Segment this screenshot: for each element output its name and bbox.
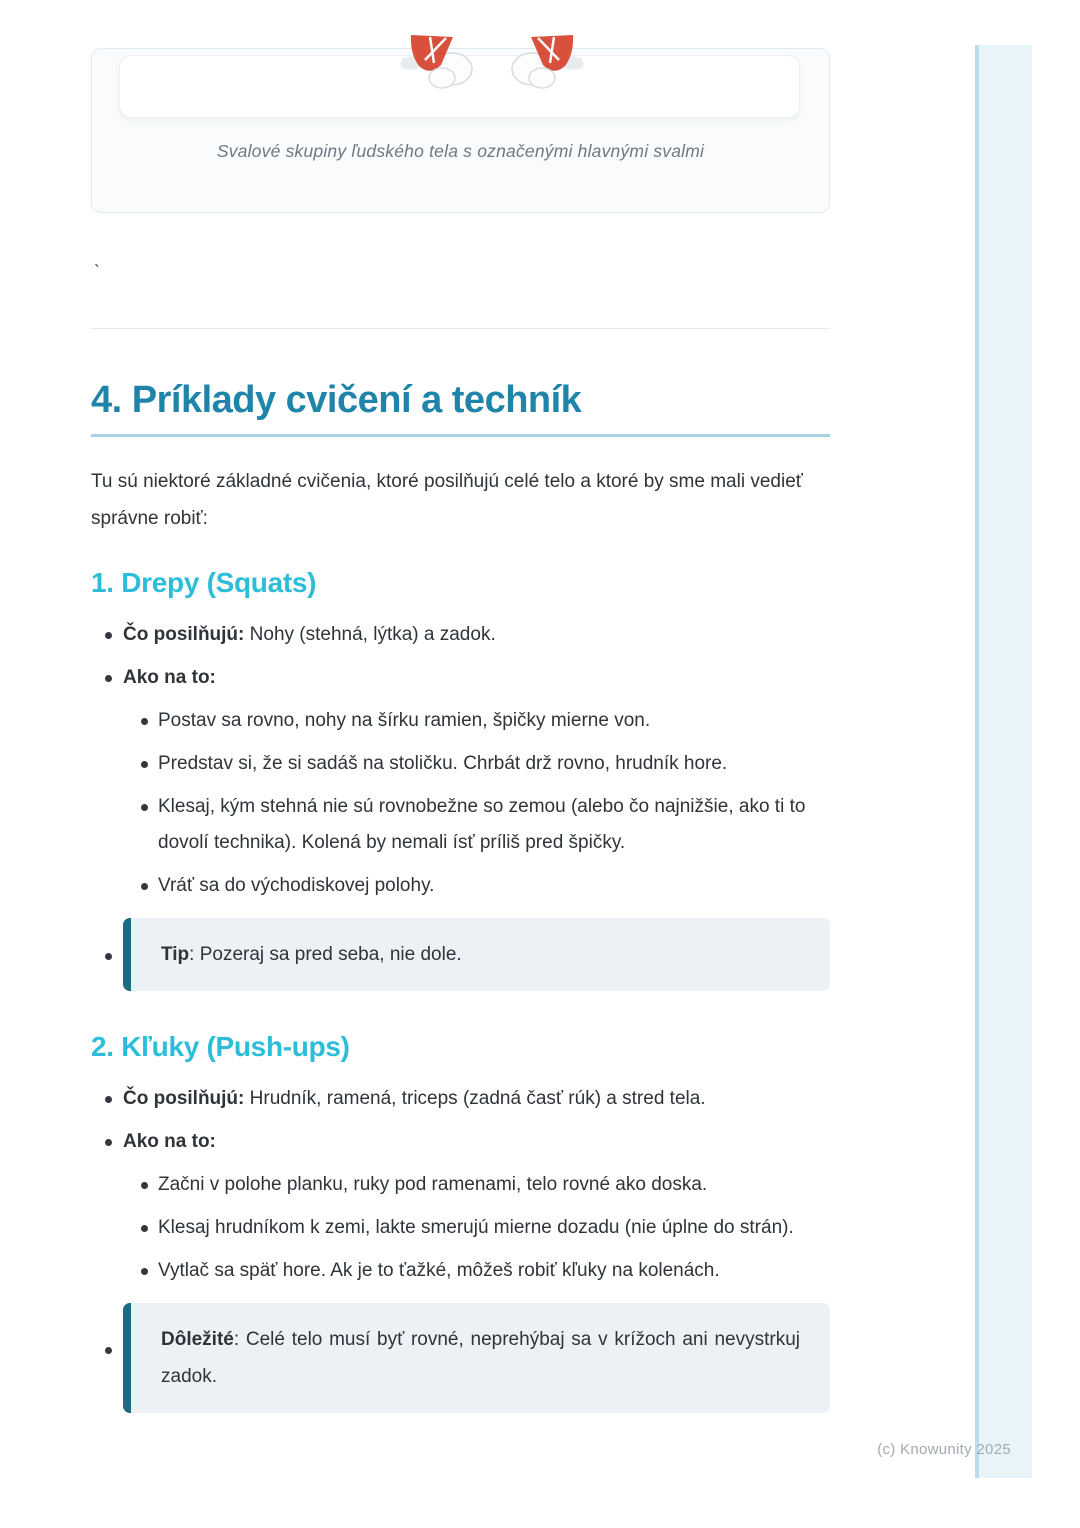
muscles-label: Čo posilňujú: xyxy=(123,624,245,645)
muscle-figure-feet-image xyxy=(397,34,587,92)
bullet-dot xyxy=(141,1182,148,1189)
bullet-dot xyxy=(141,883,148,890)
step-text: Vráť sa do východiskovej polohy. xyxy=(158,875,435,896)
step-text: Vytlač sa späť hore. Ak je to ťažké, môžeš robiť kľuky na kolenách. xyxy=(158,1260,720,1281)
step-text: Začni v polohe planku, ruky pod ramenami, telo rovné ako doska. xyxy=(158,1174,708,1195)
list-item-text xyxy=(123,617,830,653)
callout-item xyxy=(91,1303,830,1413)
list-item-muscles xyxy=(91,1081,830,1117)
step-text: Postav sa rovno, nohy na šírku ramien, špičky mierne von. xyxy=(158,710,651,731)
bullet-dot xyxy=(105,632,112,639)
list-item-step xyxy=(91,746,830,782)
list-item-step xyxy=(91,1253,830,1289)
muscles-label: Čo posilňujú: xyxy=(123,1088,245,1109)
howto-label: Ako na to: xyxy=(123,1131,216,1152)
list-item-step xyxy=(91,1167,830,1203)
callout-text: : Pozeraj sa pred seba, nie dole. xyxy=(189,944,462,965)
list-item-text xyxy=(123,1124,830,1160)
list-item-howto xyxy=(91,660,830,696)
bullet-dot xyxy=(141,804,148,811)
page-content xyxy=(91,0,830,1420)
figure-card xyxy=(91,48,830,213)
bullet-dot xyxy=(141,1268,148,1275)
section-divider xyxy=(91,328,830,329)
bullet-dot xyxy=(105,1096,112,1103)
bullet-dot xyxy=(105,675,112,682)
list-item-howto xyxy=(91,1124,830,1160)
list-item-muscles xyxy=(91,617,830,653)
bullet-dot xyxy=(105,953,112,960)
bullet-dot xyxy=(141,1225,148,1232)
callout-label: Dôležité xyxy=(161,1329,234,1350)
list-item-step xyxy=(91,703,830,739)
list-item-step xyxy=(91,1210,830,1246)
muscles-text: Hrudník, ramená, triceps (zadná časť rúk) a stred tela. xyxy=(244,1088,706,1109)
exercise-1-list xyxy=(91,617,830,991)
page-edge-strip xyxy=(975,45,1032,1478)
exercise-1-heading: 1. Drepy (Squats) xyxy=(91,567,317,598)
bullet-dot xyxy=(141,761,148,768)
copyright-footer: (c) Knowunity 2025 xyxy=(877,1441,1011,1458)
muscles-text: Nohy (stehná, lýtka) a zadok. xyxy=(244,624,496,645)
callout-item xyxy=(91,918,830,991)
list-item-step xyxy=(91,868,830,904)
bullet-dot xyxy=(105,1347,112,1354)
section-heading: 4. Príklady cvičení a techník xyxy=(91,379,582,421)
bullet-dot xyxy=(105,1139,112,1146)
tip-callout xyxy=(123,918,830,991)
step-text: Predstav si, že si sadáš na stoličku. Chrbát drž rovno, hrudník hore. xyxy=(158,753,728,774)
exercise-2-heading: 2. Kľuky (Push-ups) xyxy=(91,1031,350,1062)
callout-text: : Celé telo musí byť rovné, neprehýbaj sa v krížoch ani nevystrkuj zadok. xyxy=(161,1329,800,1387)
important-callout xyxy=(123,1303,830,1413)
list-item-text xyxy=(123,660,830,696)
bullet-dot xyxy=(141,718,148,725)
howto-label: Ako na to: xyxy=(123,667,216,688)
step-text: Klesaj hrudníkom k zemi, lakte smerujú mierne dozadu (nie úplne do strán). xyxy=(158,1217,794,1238)
stray-backtick: ` xyxy=(94,262,100,282)
figure-caption: Svalové skupiny ľudského tela s označenými hlavnými svalmi xyxy=(216,141,705,161)
intro-paragraph: Tu sú niektoré základné cvičenia, ktoré posilňujú celé telo a ktoré by sme mali vedieť správne robiť: xyxy=(91,471,803,529)
list-item-text xyxy=(123,1081,830,1117)
section-heading-underline xyxy=(91,434,830,437)
list-item-step xyxy=(91,789,830,861)
exercise-2-list xyxy=(91,1081,830,1413)
callout-label: Tip xyxy=(161,944,190,965)
step-text: Klesaj, kým stehná nie sú rovnobežne so zemou (alebo čo najnižšie, ako ti to dovolí technika). Kolená by nemali ísť príliš pred špičky. xyxy=(158,796,806,853)
